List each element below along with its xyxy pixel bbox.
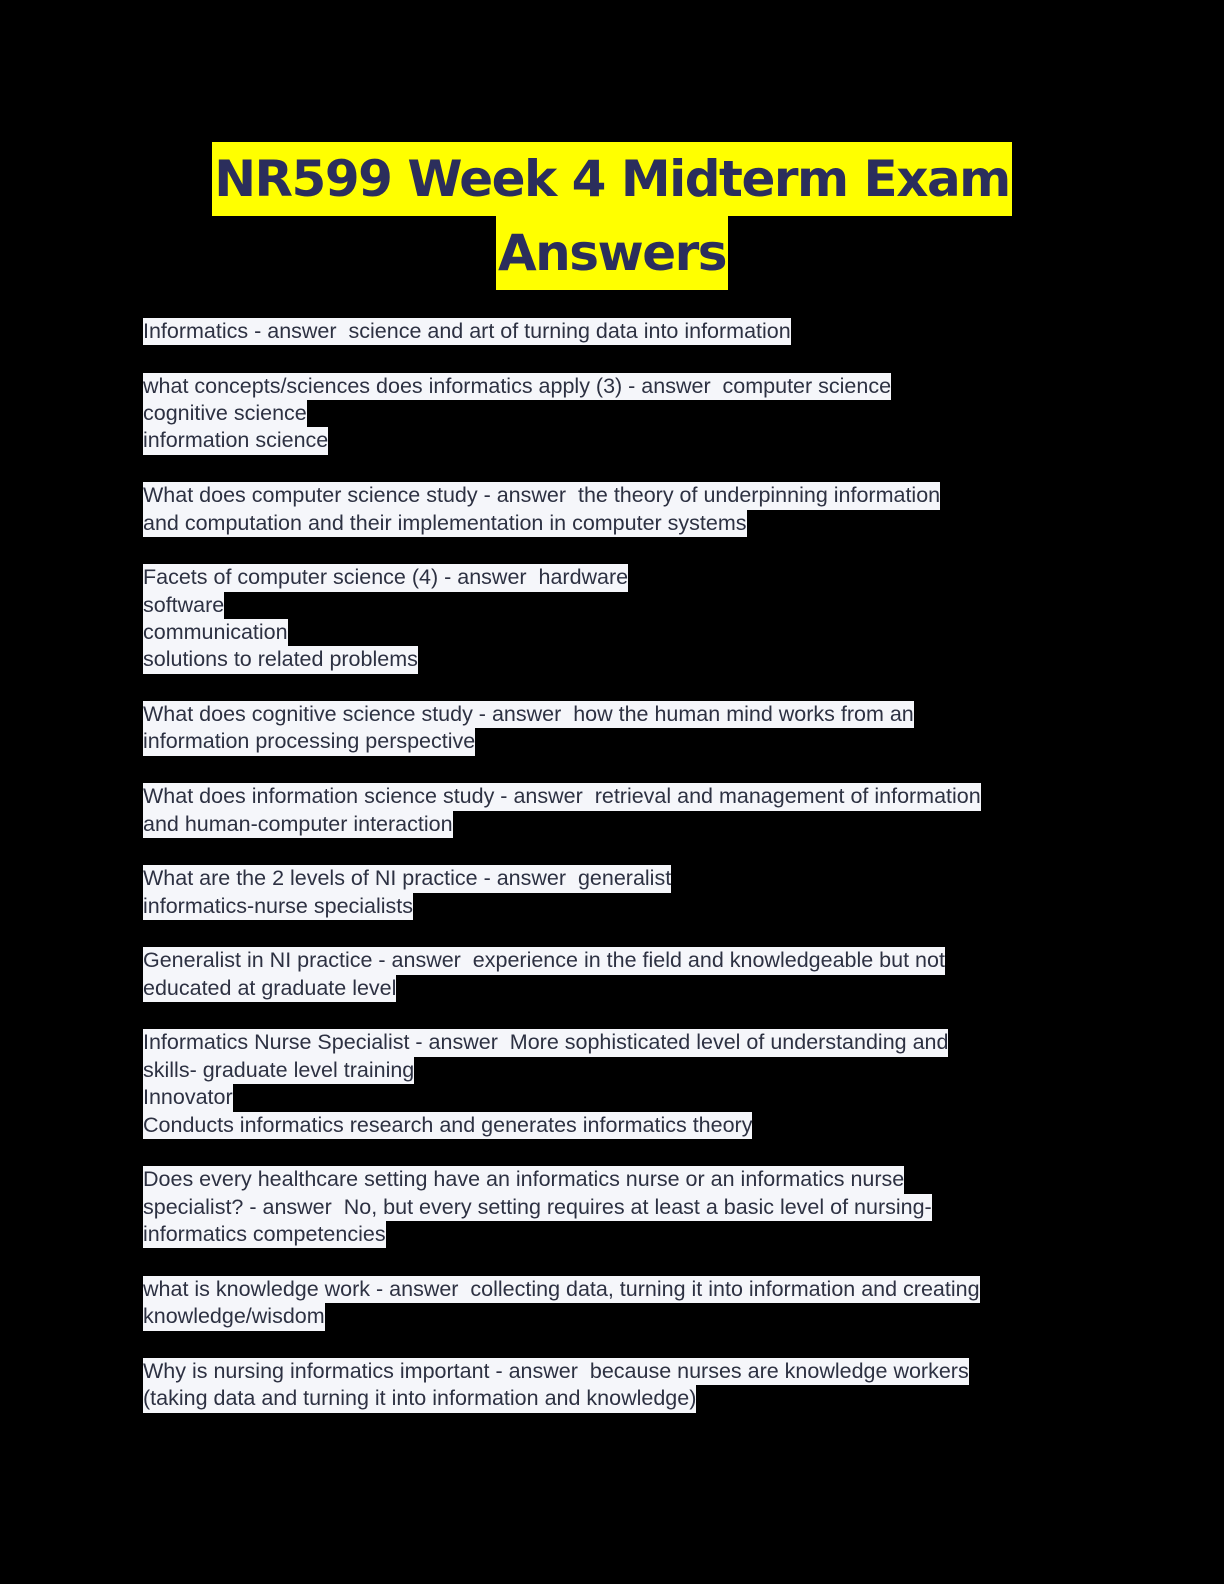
qa-item [143, 1358, 1083, 1413]
qa-line-text: cognitive science [143, 400, 307, 427]
qa-line-text: Conducts informatics research and generates informatics theory [143, 1112, 752, 1139]
qa-line [143, 373, 1083, 400]
qa-line [143, 701, 1083, 728]
qa-line-text: skills- graduate level training [143, 1057, 414, 1084]
qa-line-text: information processing perspective [143, 728, 475, 755]
qa-line-text: knowledge/wisdom [143, 1303, 325, 1330]
qa-line-text: What does computer science study - answer the theory of underpinning information [143, 482, 940, 509]
qa-item [143, 482, 1083, 537]
qa-list [143, 318, 1083, 1440]
qa-line-text: and computation and their implementation in computer systems [143, 510, 747, 537]
qa-item [143, 947, 1083, 1002]
qa-item [143, 783, 1083, 838]
qa-line-text: educated at graduate level [143, 975, 396, 1002]
qa-item [143, 701, 1083, 756]
title-line-text: Answers [496, 216, 728, 290]
qa-line-text: information science [143, 427, 328, 454]
qa-line [143, 1112, 1083, 1139]
qa-line [143, 318, 1083, 345]
qa-item [143, 1029, 1083, 1139]
qa-line-text: software [143, 592, 224, 619]
qa-line [143, 893, 1083, 920]
qa-line-text: Generalist in NI practice - answer experience in the field and knowledgeable but not [143, 947, 945, 974]
qa-line [143, 400, 1083, 427]
qa-line-text: communication [143, 619, 288, 646]
qa-line [143, 619, 1083, 646]
qa-line [143, 1358, 1083, 1385]
qa-line-text: Why is nursing informatics important - answer because nurses are knowledge workers [143, 1358, 969, 1385]
title-line-text: NR599 Week 4 Midterm Exam [212, 142, 1012, 216]
qa-line [143, 975, 1083, 1002]
title-line [0, 216, 1224, 290]
qa-item [143, 373, 1083, 455]
qa-line [143, 865, 1083, 892]
qa-line-text: (taking data and turning it into information and knowledge) [143, 1385, 696, 1412]
qa-line [143, 811, 1083, 838]
qa-line-text: what concepts/sciences does informatics apply (3) - answer computer science [143, 373, 891, 400]
qa-line [143, 482, 1083, 509]
document-title [0, 142, 1224, 290]
qa-item [143, 1276, 1083, 1331]
qa-line-text: informatics competencies [143, 1221, 386, 1248]
qa-line [143, 1303, 1083, 1330]
qa-line-text: solutions to related problems [143, 646, 418, 673]
qa-line-text: What does cognitive science study - answer how the human mind works from an [143, 701, 914, 728]
qa-line-text: Informatics Nurse Specialist - answer More sophisticated level of understanding and [143, 1029, 948, 1056]
qa-line [143, 1385, 1083, 1412]
qa-item [143, 564, 1083, 674]
qa-line [143, 1221, 1083, 1248]
qa-line [143, 646, 1083, 673]
qa-line [143, 564, 1083, 591]
qa-line-text: informatics-nurse specialists [143, 893, 413, 920]
qa-line [143, 728, 1083, 755]
qa-line [143, 592, 1083, 619]
qa-line [143, 510, 1083, 537]
qa-item [143, 318, 1083, 345]
qa-line [143, 427, 1083, 454]
qa-line-text: specialist? - answer No, but every setting requires at least a basic level of nursing- [143, 1194, 932, 1221]
qa-line-text: what is knowledge work - answer collecting data, turning it into information and creating [143, 1276, 980, 1303]
qa-line [143, 1166, 1083, 1193]
qa-line [143, 783, 1083, 810]
title-line [0, 142, 1224, 216]
qa-line [143, 1084, 1083, 1111]
qa-line [143, 947, 1083, 974]
qa-line [143, 1194, 1083, 1221]
qa-line-text: Innovator [143, 1084, 233, 1111]
qa-line-text: Facets of computer science (4) - answer hardware [143, 564, 628, 591]
qa-item [143, 865, 1083, 920]
qa-line [143, 1276, 1083, 1303]
qa-line [143, 1057, 1083, 1084]
qa-item [143, 1166, 1083, 1248]
qa-line-text: What does information science study - answer retrieval and management of information [143, 783, 981, 810]
qa-line-text: and human-computer interaction [143, 811, 453, 838]
qa-line-text: What are the 2 levels of NI practice - answer generalist [143, 865, 671, 892]
qa-line-text: Informatics - answer science and art of turning data into information [143, 318, 791, 345]
qa-line-text: Does every healthcare setting have an informatics nurse or an informatics nurse [143, 1166, 904, 1193]
qa-line [143, 1029, 1083, 1056]
